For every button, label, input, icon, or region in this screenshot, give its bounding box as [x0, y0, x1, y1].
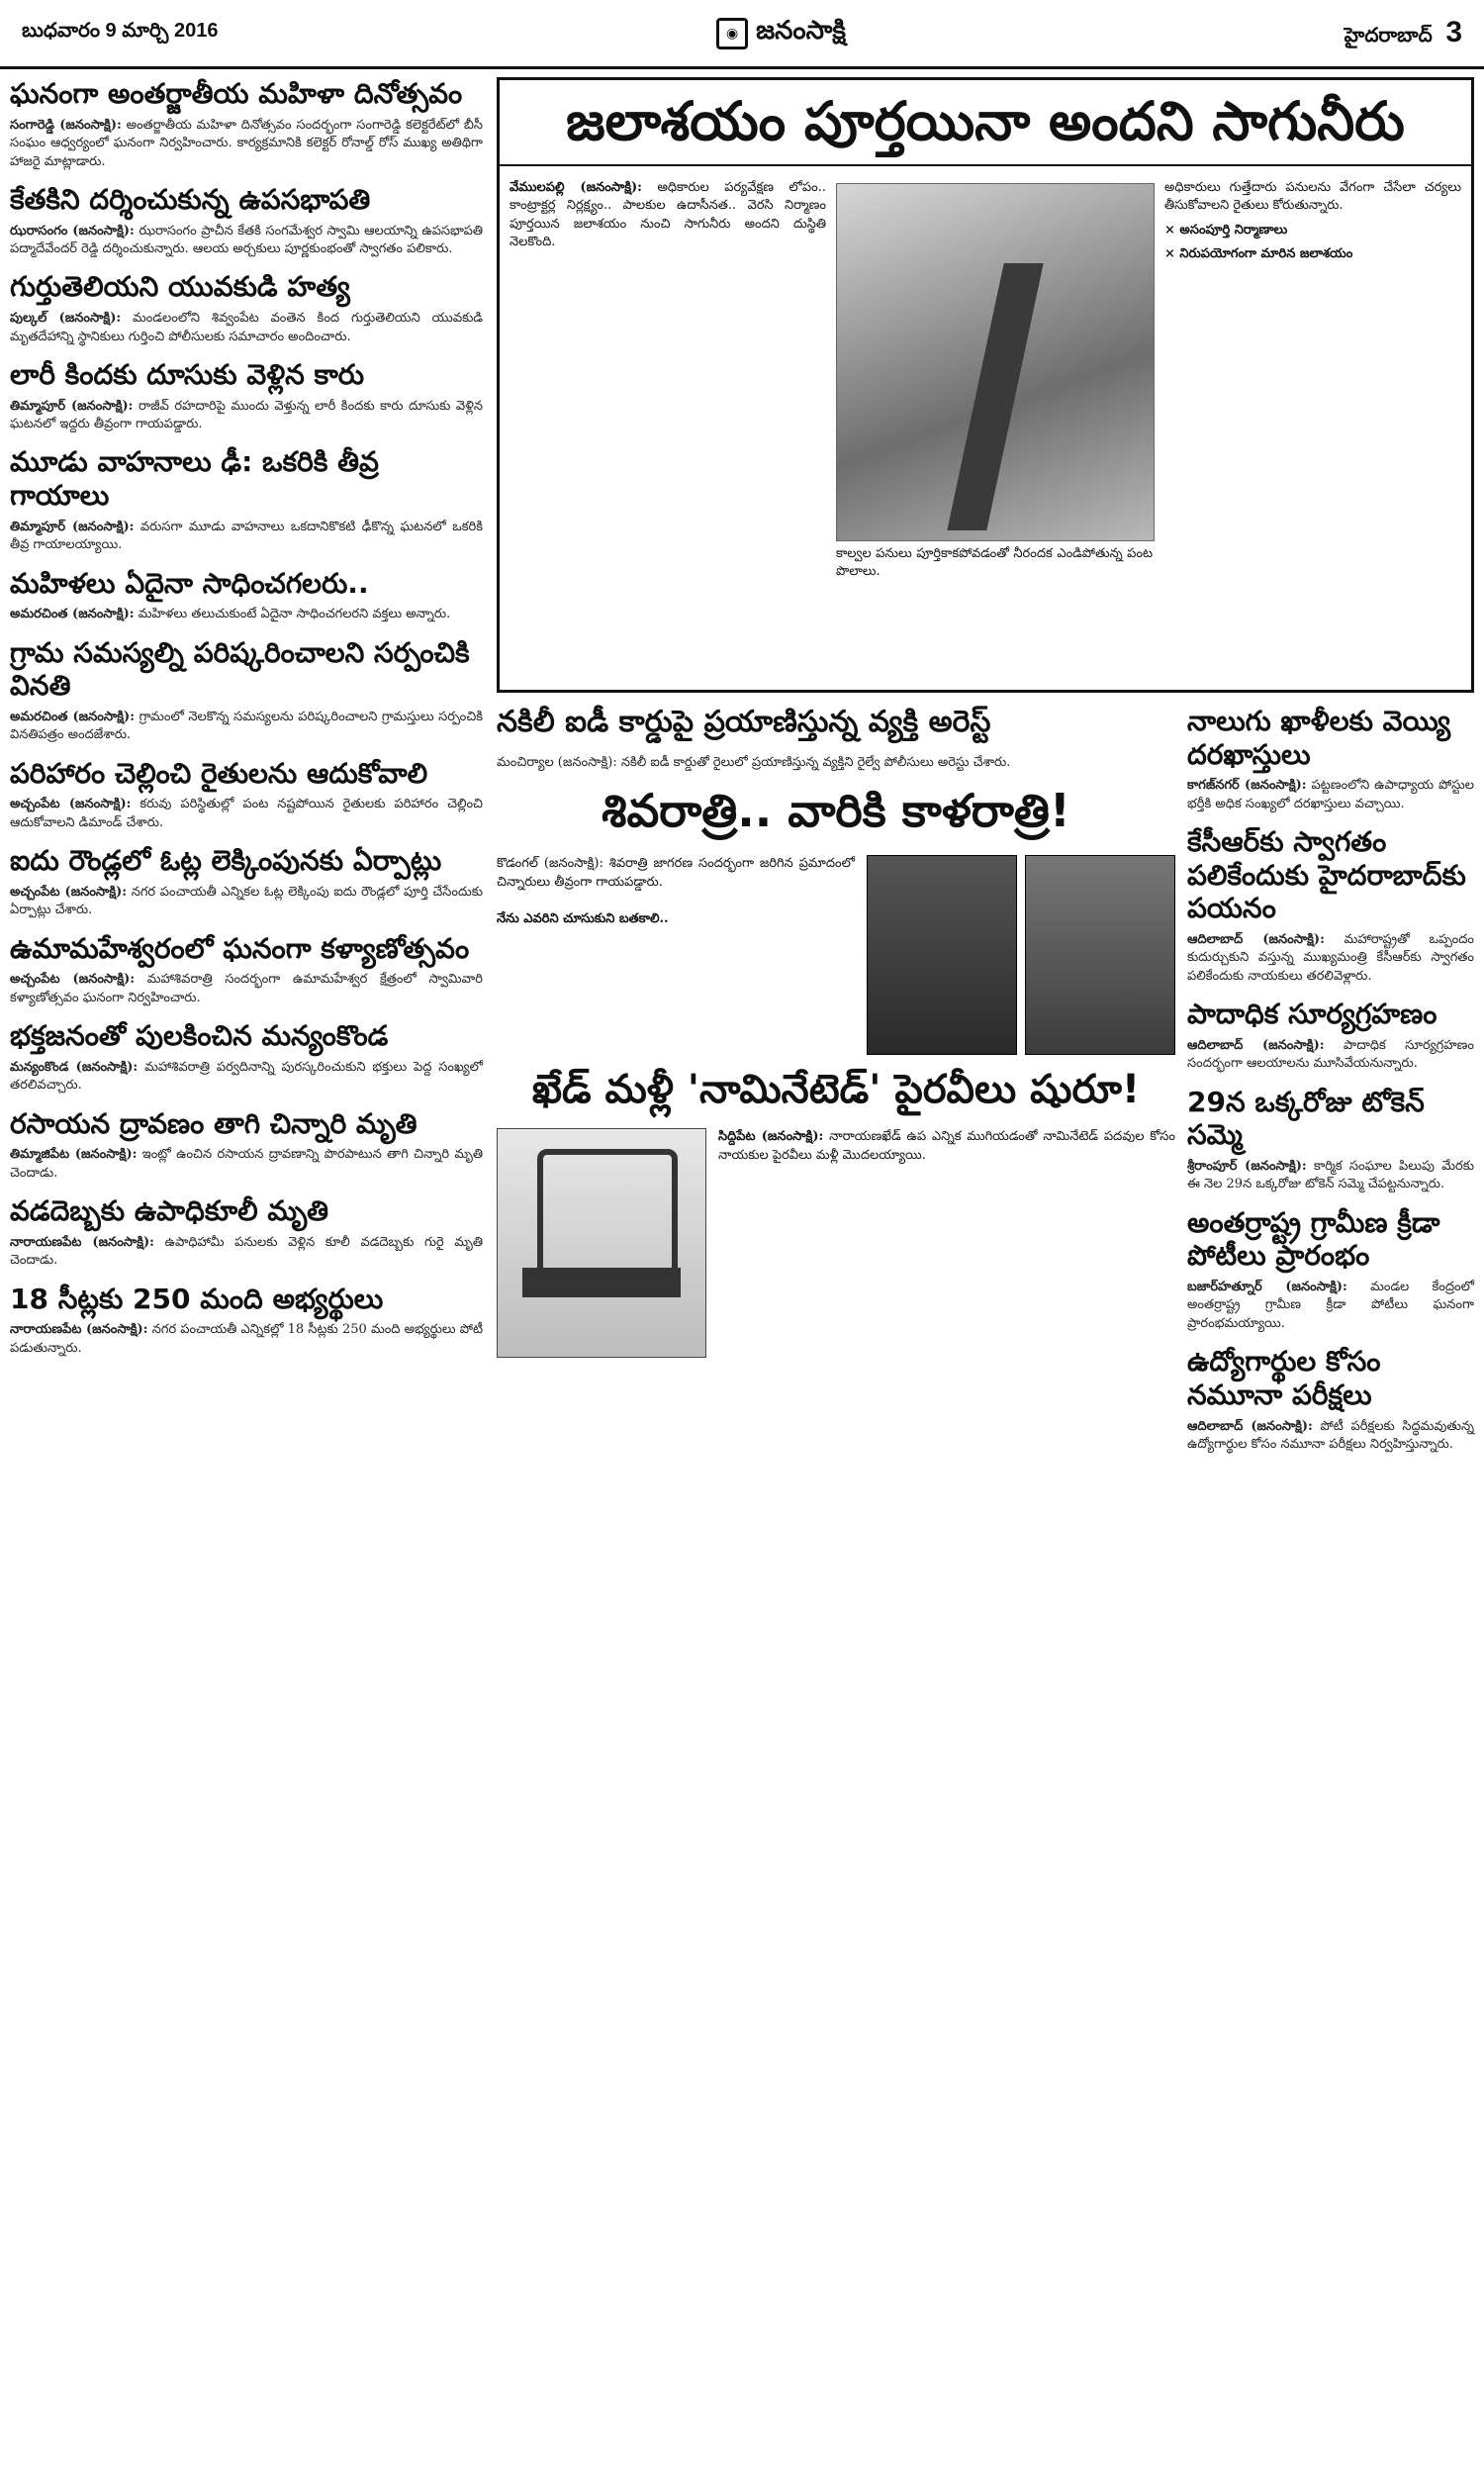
headline: 29న ఒక్కరోజు టోకెన్ సమ్మె [1187, 1085, 1425, 1152]
story-deputy-speaker [10, 183, 483, 259]
headline: మహిళలు ఏదైనా సాధించగలరు.. [10, 566, 369, 600]
headline: ఖేడ్ మళ్లీ 'నామినేటెడ్' పైరవీలు షురూ! [531, 1067, 1141, 1113]
page-number: 3 [1445, 15, 1462, 48]
body: తిమ్మాపూర్ (జనంసాక్షి): వరుసగా మూడు వాహనాలు ఒకదానికొకటి ఢీకొన్న ఘటనలో ఒకరికి తీవ్ర గాయాలయ్యాయి. [10, 519, 483, 553]
victims-photos [867, 855, 1175, 1055]
chair-illustration [497, 1128, 706, 1358]
subhead-1: × అసంపూర్తి నిర్మాణాలు [1164, 222, 1288, 238]
story-mock-tests [1187, 1345, 1474, 1454]
headline: రసాయన ద్రావణం తాగి చిన్నారి మృతి [10, 1106, 417, 1140]
news-logo-icon: ◉ [716, 18, 748, 49]
body: అచ్చంపేట (జనంసాక్షి): నగర పంచాయతీ ఎన్నికల ఓట్ల లెక్కింపు ఐదు రౌండ్లలో పూర్తి చేసేందుకు ఏర్పాట్లు చేశారు. [10, 884, 483, 918]
canal-photo [836, 183, 1155, 541]
masthead-title: జనంసాక్షి [756, 15, 846, 46]
body: ఆదిలాబాద్ (జనంసాక్షి): పాదాధిక సూర్యగ్రహణం సందర్భంగా ఆలయాలను మూసివేయనున్నారు. [1187, 1037, 1474, 1072]
headline: శివరాత్రి.. వారికి కాళరాత్రి! [602, 784, 1070, 838]
headline: పాదాధిక సూర్యగ్రహణం [1187, 998, 1438, 1031]
headline: నాలుగు ఖాళీలకు వెయ్యి దరఖాస్తులు [1187, 705, 1451, 771]
story-sports [1187, 1206, 1474, 1334]
headline: ఉద్యోగార్థుల కోసం నమూనా పరీక్షలు [1187, 1345, 1381, 1411]
body: అమరచింత (జనంసాక్షి): గ్రామంలో నెలకొన్న సమస్యలను పరిష్కరించాలని గ్రామస్తులు సర్పంచికి వినతిపత్రం అందజేశారు. [10, 709, 484, 743]
date: బుధవారం 9 మార్చి 2016 [22, 20, 219, 42]
lead-side-text: అధికారులు గుత్తేదారు పనులను వేగంగా చేసేలా చర్యలు తీసుకోవాలని రైతులు కోరుతున్నారు. × అసంపూర్తి నిర్మాణాలు × నిరుపయోగంగా మారిన జలాశయం [1164, 179, 1461, 264]
canal-channel-shape [947, 263, 1043, 530]
story-fake-id [497, 705, 1175, 772]
body: అమరచింత (జనంసాక్షి): మహిళలు తలుచుకుంటే ఏదైనా సాధించగలరని వక్తలు అన్నారు. [10, 607, 451, 622]
body: కొడంగల్ (జనంసాక్షి): శివరాత్రి జాగరణ సందర్భంగా జరిగిన ప్రమాదంలో చిన్నారులు తీవ్రంగా గాయపడ్డారు. నేను ఎవరిని చూసుకుని బతకాలి.. [497, 856, 855, 926]
story-kalyanotsavam [10, 932, 483, 1008]
lead-story [497, 77, 1474, 693]
headline: గ్రామ సమస్యల్ని పరిష్కరించాలని సర్పంచికి వినతి [10, 635, 470, 703]
body: అచ్చంపేట (జనంసాక్షి): కరువు పరిస్థితుల్లో పంట నష్టపోయిన రైతులకు పరిహారం చెల్లించి ఆదుకోవాలని డిమాండ్ చేశారు. [10, 797, 483, 830]
chair-seat-shape [522, 1268, 681, 1297]
story-nominated [497, 1067, 1175, 1358]
headline: లారీ కిందకు దూసుకు వెళ్లిన కారు [10, 357, 365, 391]
city: హైదరాబాద్ [1344, 24, 1433, 47]
headline: ఉమామహేశ్వరంలో ఘనంగా కళ్యాణోత్సవం [10, 931, 470, 965]
masthead [716, 16, 846, 51]
left-column [10, 77, 483, 1370]
story-heatstroke [10, 1194, 483, 1271]
story-applications [1187, 705, 1474, 813]
story-token-strike [1187, 1086, 1474, 1194]
headline: గుర్తుతెలియని యువకుడి హత్య [10, 270, 350, 304]
story-three-vehicles [10, 445, 483, 554]
headline: నకిలీ ఐడీ కార్డుపై ప్రయాణిస్తున్న వ్యక్తి అరెస్ట్ [497, 705, 991, 739]
middle-column [497, 705, 1175, 1370]
lead-body: వేములపల్లి (జనంసాక్షి): అధికారుల పర్యవేక్షణ లోపం.. కాంట్రాక్టర్ల నిర్లక్ష్యం.. పాలకుల ఉదాసీనత.. వెరసి నిర్మాణం పూర్తయిన జలాశయం నుంచి సాగునీరు అందని దుస్థితి నెలకొంది. [510, 180, 826, 250]
page-header [0, 0, 1484, 69]
body: మంచిర్యాల (జనంసాక్షి): నకిలీ ఐడీ కార్డుతో రైలులో ప్రయాణిస్తున్న వ్యక్తిని రైల్వే పోలీసులు అరెస్టు చేశారు. [497, 755, 1011, 770]
story-candidates [10, 1283, 483, 1359]
headline: మూడు వాహనాలు ఢీ: ఒకరికి తీవ్ర గాయాలు [10, 445, 379, 513]
story-farmers-compensation [10, 757, 483, 833]
story-women-achieve [10, 567, 483, 624]
body: అచ్చంపేట (జనంసాక్షి): మహాశివరాత్రి సందర్భంగా ఉమామహేశ్వర క్షేత్రంలో స్వామివారి కళ్యాణోత్సవం ఘనంగా నిర్వహించారు. [10, 972, 483, 1005]
headline: పరిహారం చెల్లించి రైతులను ఆదుకోవాలి [10, 756, 428, 790]
city-page [1345, 16, 1462, 51]
right-column [1187, 705, 1474, 1466]
body: నారాయణపేట (జనంసాక్షి): నగర పంచాయతీ ఎన్నికల్లో 18 సీట్లకు 250 మంది అభ్యర్థులు పోటీ పడుతున్నారు. [10, 1322, 483, 1356]
body: ఆదిలాబాద్ (జనంసాక్షి): మహారాష్ట్రతో ఒప్పందం కుదుర్చుకుని వస్తున్న ముఖ్యమంత్రి కేసీఆర్‌కు స్వాగతం పలికేందుకు నాయకులు తరలివెళ్లారు. [1187, 931, 1474, 984]
story-kcr-welcome [1187, 825, 1474, 986]
headline: భక్తజనంతో పులకించిన మన్యంకొండ [10, 1019, 389, 1053]
headline: కేతకిని దర్శించుకున్న ఉపసభాపతి [10, 182, 371, 216]
body: సంగారెడ్డి (జనంసాక్షి): అంతర్జాతీయ మహిళా దినోత్సవం సందర్భంగా సంగారెడ్డి కలెక్టరేట్‌లో బీసీ సంఘం ఆధ్వర్యంలో ఘనంగా నిర్వహించారు. కార్యక్రమానికి కలెక్టర్ రోనాల్డ్ రోస్ ముఖ్య అతిథిగా హాజరై మాట్లాడారు. [10, 117, 484, 169]
body: శ్రీరాంపూర్ (జనంసాక్షి): కార్మిక సంఘాల పిలుపు మేరకు ఈ నెల 29న ఒక్కరోజు టోకెన్ సమ్మె చేపట్టనున్నారు. [1187, 1158, 1474, 1192]
headline: కేసీఆర్‌కు స్వాగతం పలికేందుకు హైదరాబాద్‌కు పయనం [1187, 825, 1466, 925]
story-murder [10, 270, 483, 346]
story-child-death [10, 1107, 483, 1184]
body: ఆదిలాబాద్ (జనంసాక్షి): పోటీ పరీక్షలకు సిద్ధమవుతున్న ఉద్యోగార్థుల కోసం నమూనా పరీక్షలు నిర్వహిస్తున్నారు. [1187, 1418, 1474, 1453]
body: నారాయణపేట (జనంసాక్షి): ఉపాధిహామీ పనులకు వెళ్లిన కూలీ వడదెబ్బకు గురై మృతి చెందాడు. [10, 1234, 483, 1269]
headline: వడదెబ్బకు ఉపాధికూలీ మృతి [10, 1194, 329, 1228]
subhead-2: × నిరుపయోగంగా మారిన జలాశయం [1164, 246, 1353, 262]
subhead: నేను ఎవరిని చూసుకుని బతకాలి.. [497, 910, 669, 926]
headline: అంతర్రాష్ట్ర గ్రామీణ క్రీడా పోటీలు ప్రారంభం [1187, 1205, 1440, 1273]
shiv-layout [497, 855, 1175, 1055]
story-shivaratri [497, 784, 1175, 1055]
lead-caption: కాల్వల పనులు పూర్తికాకపోవడంతో నీరందక ఎండిపోతున్న పంట పొలాలు. [836, 546, 1153, 580]
headline: ఘనంగా అంతర్జాతీయ మహిళా దినోత్సవం [10, 77, 463, 110]
story-village-petition [10, 636, 483, 745]
story-car-lorry [10, 358, 483, 434]
body: తిమ్మాపూర్ (జనంసాక్షి): రాజీవ్ రహదారిపై ముందు వెళ్తున్న లారీ కిందకు కారు దూసుకు వెళ్లిన ఘటనలో ఇద్దరు తీవ్రంగా గాయపడ్డారు. [10, 398, 483, 431]
story-womens-day [10, 77, 483, 171]
headline: 18 సీట్లకు 250 మంది అభ్యర్థులు [10, 1282, 384, 1315]
chair-back-shape [537, 1149, 678, 1280]
victim-photo-2 [1025, 855, 1175, 1055]
victim-photo-1 [867, 855, 1017, 1055]
story-vote-counting [10, 844, 483, 920]
body: మన్యంకొండ (జనంసాక్షి): మహాశివరాత్రి పర్వదినాన్ని పురస్కరించుకుని భక్తులు పెద్ద సంఖ్యలో తరలివచ్చారు. [10, 1059, 484, 1094]
body: పుల్కల్ (జనంసాక్షి): మండలంలోని శివ్వంపేట వంతెన కింద గుర్తుతెలియని యువకుడి మృతదేహాన్ని స్థానికులు గుర్తించి పోలీసులకు సమాచారం అందించారు. [10, 311, 483, 344]
nom-layout [497, 1128, 1175, 1358]
body: తిమ్మాజిపేట (జనంసాక్షి): ఇంట్లో ఉంచిన రసాయన ద్రావణాన్ని పొరపాటున తాగి చిన్నారి మృతి చెందాడు. [10, 1147, 483, 1181]
body: సిద్దిపేట (జనంసాక్షి): నారాయణఖేడ్ ఉప ఎన్నిక ముగియడంతో నామినేటెడ్ పదవుల కోసం నాయకుల పైరవీలు మళ్లీ మొదలయ్యాయి. [718, 1129, 1175, 1163]
body: బజార్‌హత్నూర్ (జనంసాక్షి): మండల కేంద్రంలో అంతర్రాష్ట్ర గ్రామీణ క్రీడా పోటీలు ఘనంగా ప్రారంభమయ్యాయి. [1187, 1280, 1475, 1331]
headline: ఐదు రౌండ్లలో ఓట్ల లెక్కింపునకు ఏర్పాట్లు [10, 844, 442, 878]
body: కాగజ్‌నగర్ (జనంసాక్షి): పట్టణంలోని ఉపాధ్యాయ పోస్టుల భర్తీకి అధిక సంఖ్యలో దరఖాస్తులు వచ్చాయి. [1187, 778, 1474, 811]
story-manyamkonda [10, 1019, 483, 1095]
body: ఝరాసంగం (జనంసాక్షి): ఝరాసంగం ప్రాచీన కేతకి సంగమేశ్వర స్వామి ఆలయాన్ని ఉపసభాపతి పద్మాదేవేందర్ రెడ్డి దర్శించుకున్నారు. ఆలయ అర్చకులు పూర్ణకుంభంతో స్వాగతం పలికారు. [10, 223, 483, 256]
lead-headline: జలాశయం పూర్తయినా అందని సాగునీరు [500, 80, 1471, 166]
story-eclipse [1187, 998, 1474, 1074]
